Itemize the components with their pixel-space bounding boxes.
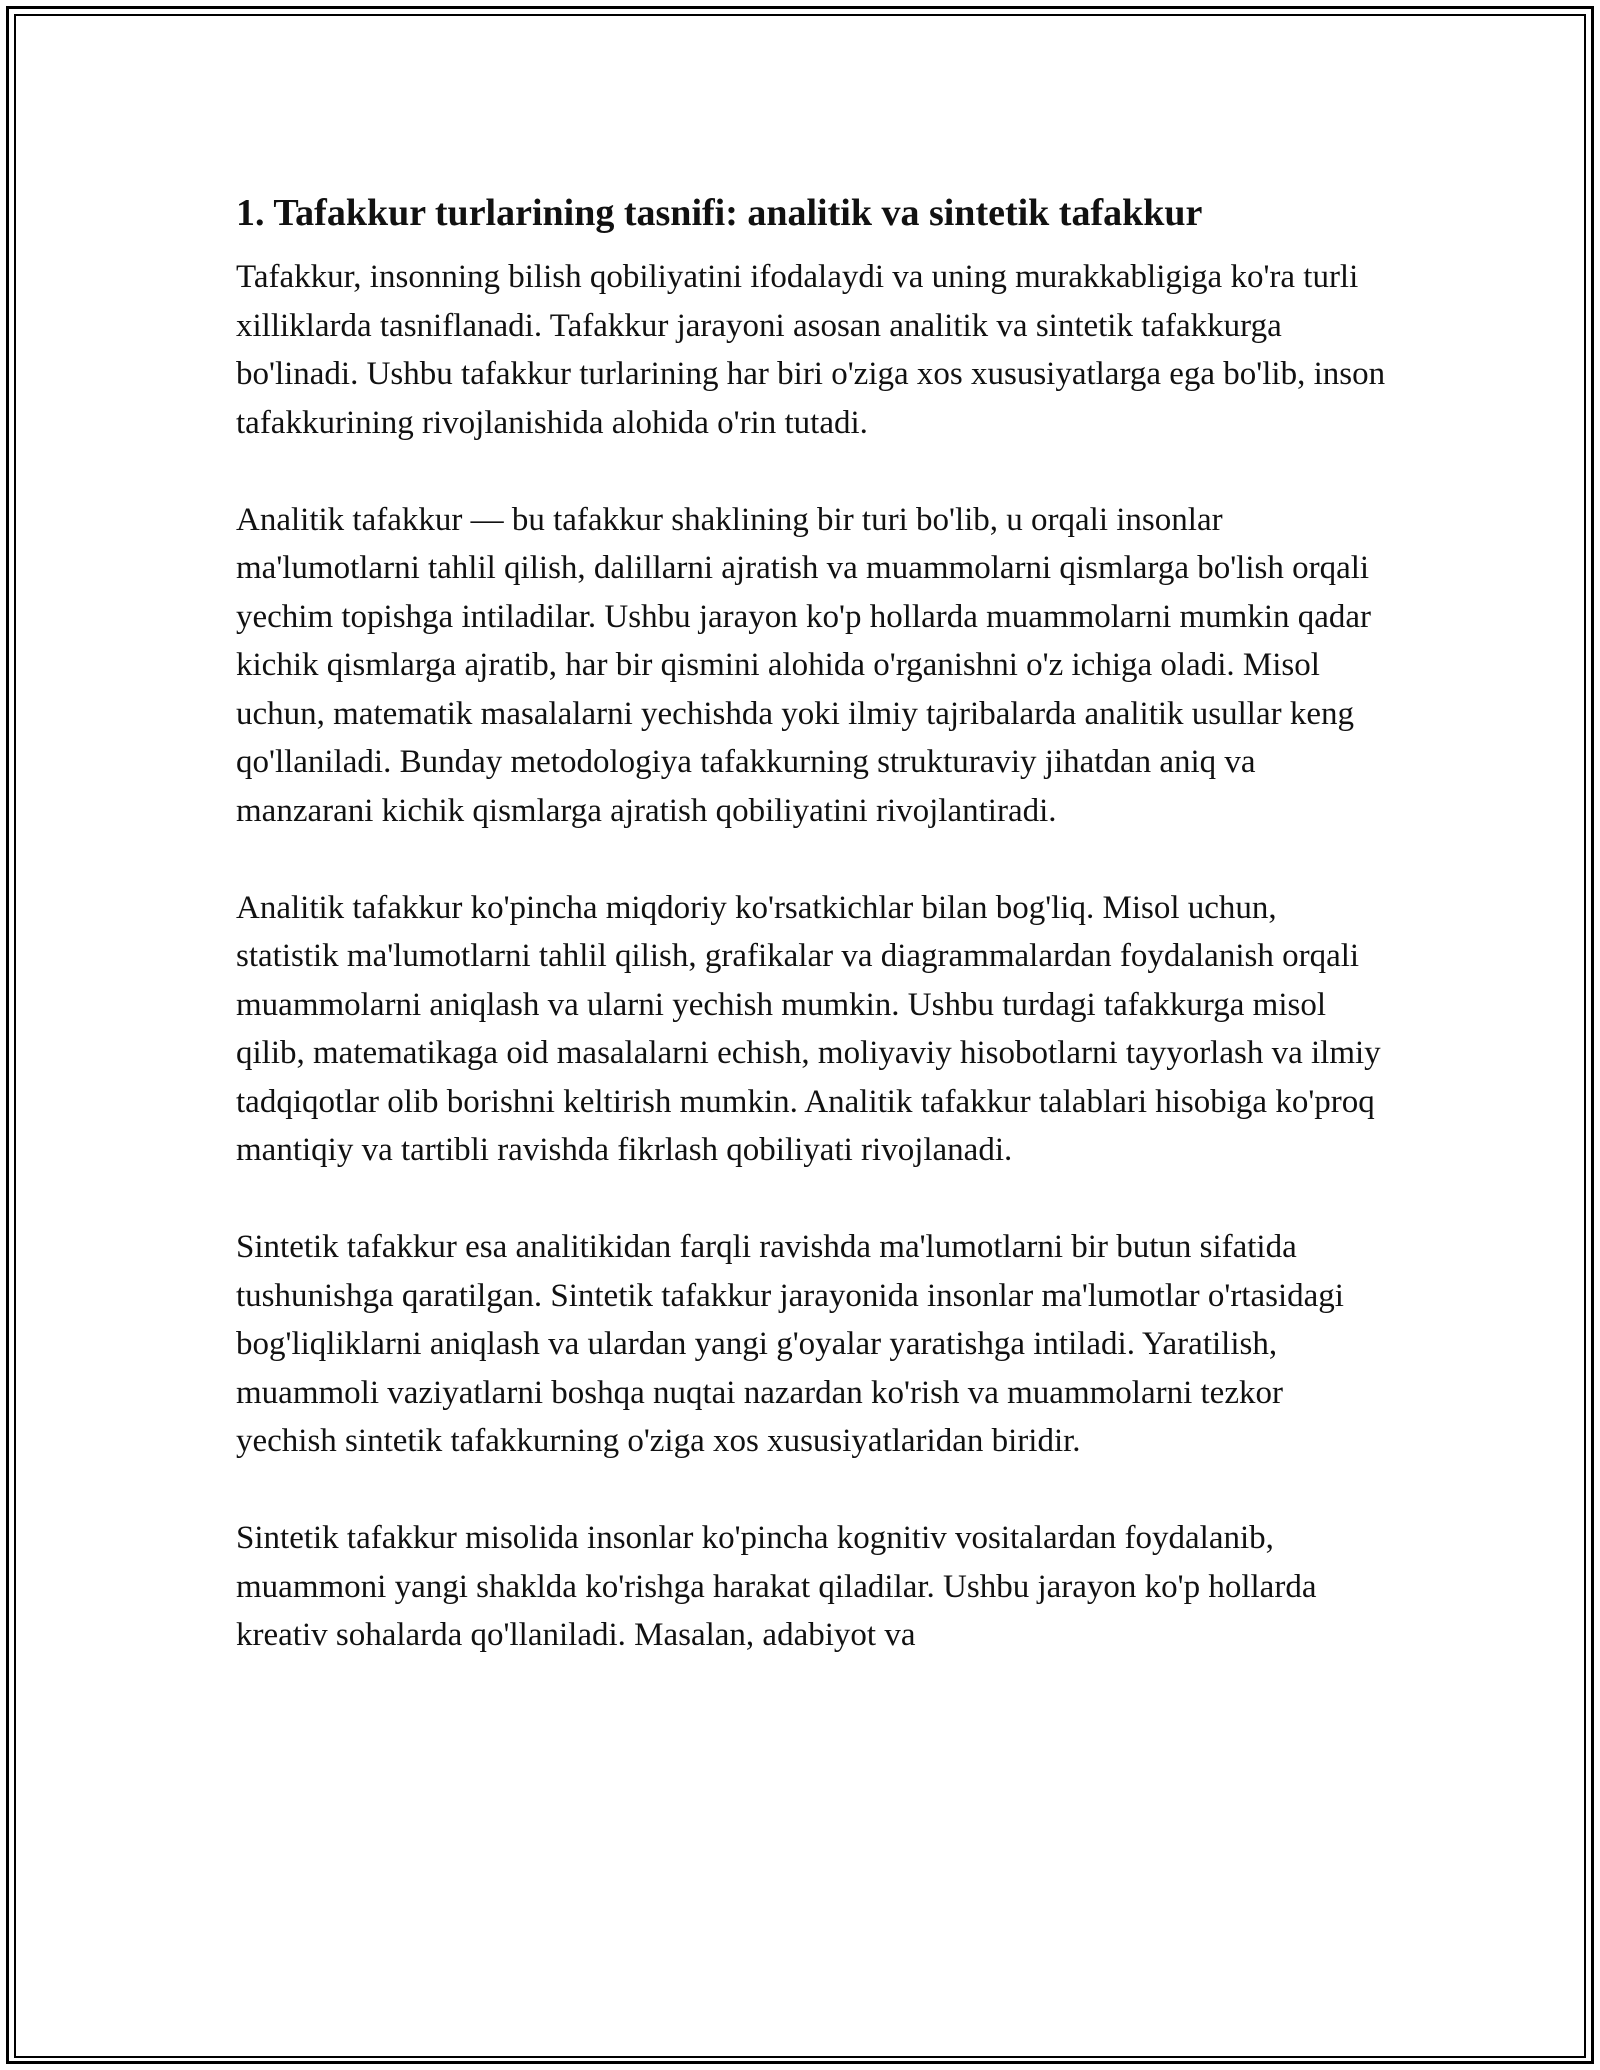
paragraph-analytic-quantitative: Analitik tafakkur ko'pincha miqdoriy ko'rsatkichlar bilan bog'liq. Misol uchun, statistik ma'lumotlarni tahlil qilish, grafikalar va diagrammalardan foydalanish orqali muammolarni aniqlash va ularni yechish mumkin. Ushbu turdagi tafakkurga misol qilib, matematikaga oid masalalarni echish, moliyaviy hisobotlarni tayyorlash va ilmiy tadqiqotlar olib borishni keltirish mumkin. Analitik tafakkur talablari hisobiga ko'proq mantiqiy va tartibli ravishda fikrlash qobiliyati rivojlanadi. (236, 889, 1381, 1168)
paragraph-intro: Tafakkur, insonning bilish qobiliyatini ifodalaydi va uning murakkabligiga ko'ra turli xilliklarda tasniflanadi. Tafakkur jarayoni asosan analitik va sintetik tafakkurga bo'linadi. Ushbu tafakkur turlarining har biri o'ziga xos xususiyatlarga ega bo'lib, inson tafakkurining rivojlanishida alohida o'rin tutadi. (236, 259, 1386, 441)
paragraph-synthetic-example: Sintetik tafakkur misolida insonlar ko'pincha kognitiv vositalardan foydalanib, muammoni yangi shaklda ko'rishga harakat qiladilar. Ushbu jarayon ko'p hollarda kreativ sohalarda qo'llaniladi. Masalan, adabiyot va (236, 1520, 1317, 1653)
document-body (236, 185, 1386, 1708)
section-heading: 1. Tafakkur turlarining tasnifi: analitik va sintetik tafakkur (236, 192, 1203, 234)
paragraph-synthetic-definition: Sintetik tafakkur esa analitikidan farqli ravishda ma'lumotlarni bir butun sifatida tushunishga qaratilgan. Sintetik tafakkur jarayonida insonlar ma'lumotlar o'rtasidagi bog'liqliklarni aniqlash va ulardan yangi g'oyalar yaratishga intiladi. Yaratilish, muammoli vaziyatlarni boshqa nuqtai nazardan ko'rish va muammolarni tezkor yechish sintetik tafakkurning o'ziga xos xususiyatlaridan biridir. (236, 1229, 1344, 1459)
paragraph-analytic-definition: Analitik tafakkur — bu tafakkur shaklining bir turi bo'lib, u orqali insonlar ma'lumotlarni tahlil qilish, dalillarni ajratish va muammolarni qismlarga bo'lish orqali yechim topishga intiladilar. Ushbu jarayon ko'p hollarda muammolarni mumkin qadar kichik qismlarga ajratib, har bir qismini alohida o'rganishni o'z ichiga oladi. Misol uchun, matematik masalalarni yechishda yoki ilmiy tajribalarda analitik usullar keng qo'llaniladi. Bunday metodologiya tafakkurning strukturaviy jihatdan aniq va manzarani kichik qismlarga ajratish qobiliyatini rivojlantiradi. (236, 501, 1372, 829)
